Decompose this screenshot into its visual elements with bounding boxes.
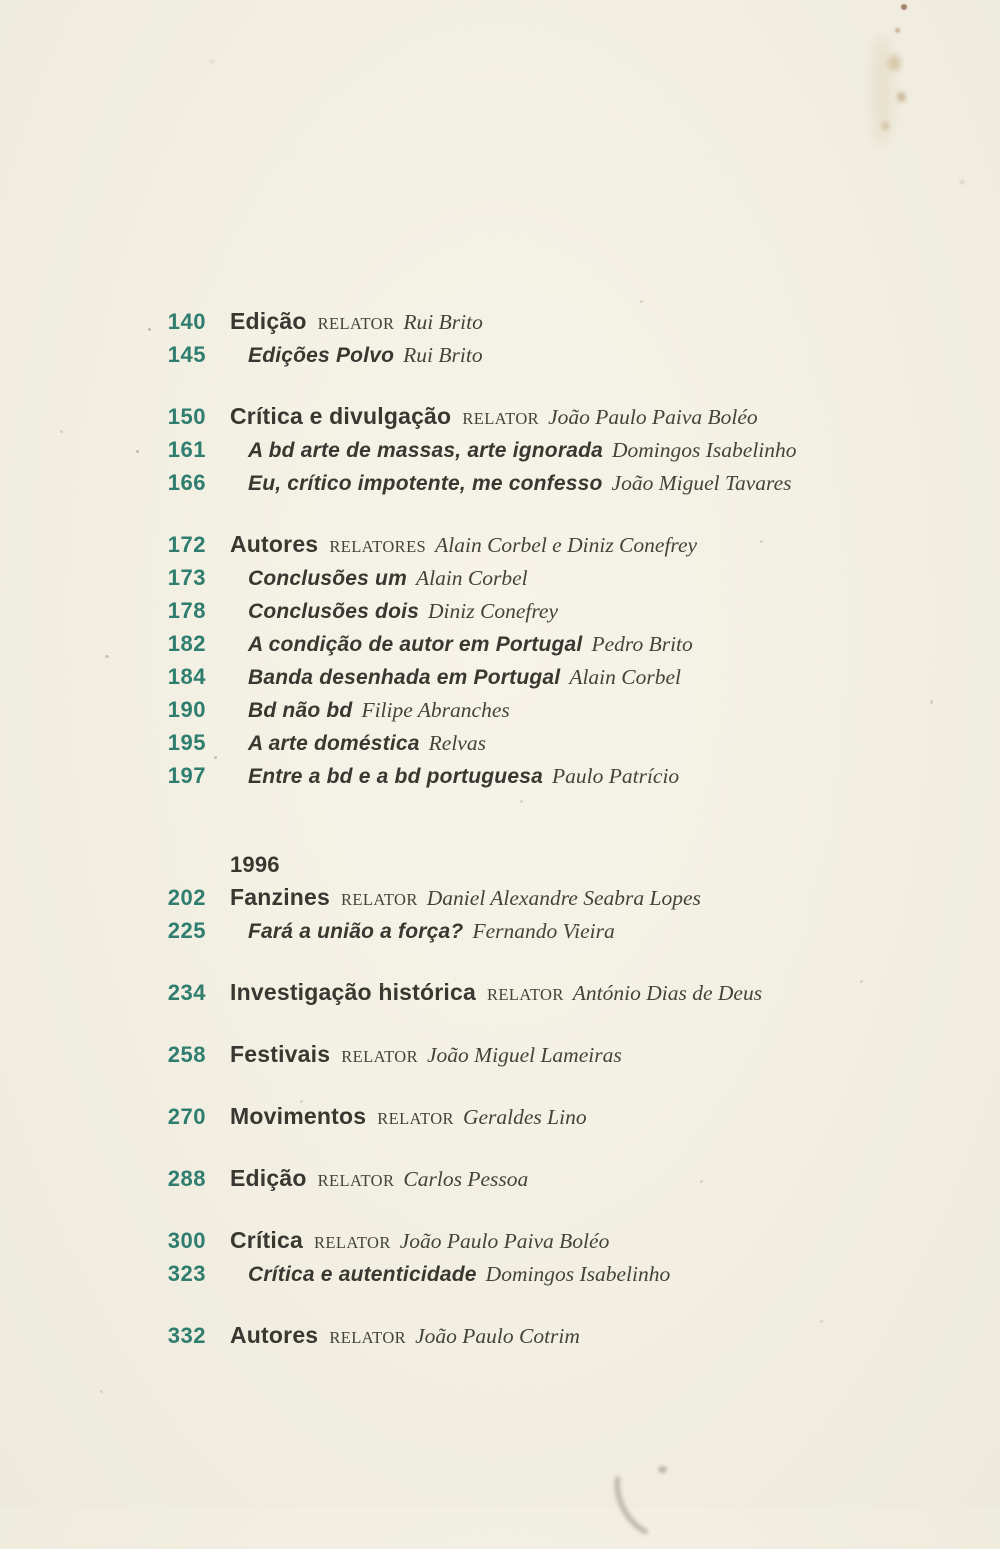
paper-speck (895, 28, 900, 33)
relator-label: RELATOR (341, 890, 418, 909)
entry-author-name: Alain Corbel (415, 566, 528, 590)
paper-smudge (888, 55, 901, 71)
paper-speck (100, 1390, 103, 1393)
relator-label: RELATOR (487, 985, 564, 1004)
relator-label: RELATOR (317, 1171, 395, 1190)
page-number: 195 (167, 730, 206, 755)
page-number: 288 (167, 1166, 206, 1191)
page-number: 150 (167, 404, 206, 429)
entry-title: Crítica e autenticidade (248, 1263, 477, 1286)
entry-title: A arte doméstica (248, 732, 420, 755)
toc-row (160, 338, 960, 371)
paper-speck (640, 300, 643, 303)
page-number: 166 (167, 470, 206, 495)
entry-title: Autores (230, 531, 319, 557)
page-number: 172 (167, 532, 206, 557)
toc-row (160, 1224, 960, 1257)
page-number: 270 (167, 1104, 206, 1129)
entry-title: Banda desenhada em Portugal (248, 666, 561, 689)
entry-author-name: Carlos Pessoa (403, 1167, 529, 1191)
toc-row (160, 1257, 960, 1290)
entry-author-name: António Dias de Deus (572, 981, 763, 1005)
entry-title: Entre a bd e a bd portuguesa (248, 765, 543, 788)
toc-row (160, 759, 960, 792)
entry-author-name: João Paulo Paiva Boléo (548, 405, 758, 429)
paper-speck (60, 430, 63, 433)
toc-row (160, 848, 960, 881)
page-number: 190 (167, 697, 206, 722)
entry-title: Fanzines (230, 884, 331, 910)
entry-title: Conclusões dois (248, 600, 420, 623)
entry-author-name: João Paulo Cotrim (415, 1324, 580, 1348)
entry-title: Crítica e divulgação (230, 403, 452, 429)
entry-author-name: Rui Brito (403, 310, 483, 334)
toc-row (160, 1319, 960, 1352)
entry-author-name: Relvas (428, 731, 486, 755)
relator-label: RELATOR (329, 1328, 407, 1347)
paper-speck (901, 4, 907, 10)
entry-author-name: Domingos Isabelinho (485, 1262, 671, 1286)
page-number: 182 (167, 631, 206, 656)
entry-title: Investigação histórica (230, 979, 476, 1005)
entry-title: Edição (230, 308, 307, 334)
entry-title: A condição de autor em Portugal (248, 633, 583, 656)
entry-author-name: Filipe Abranches (361, 698, 510, 722)
entry-title: Eu, crítico impotente, me confesso (248, 472, 603, 495)
paper-speck (105, 655, 109, 658)
toc-row (160, 914, 960, 947)
toc-row (160, 726, 960, 759)
entry-author-name: João Paulo Paiva Boléo (399, 1229, 610, 1253)
entry-title: Autores (230, 1322, 319, 1348)
toc-row (160, 976, 960, 1009)
page-number: 225 (167, 918, 206, 943)
page-number: 258 (167, 1042, 206, 1067)
paper-speck (148, 328, 151, 331)
entry-author-name: Rui Brito (403, 343, 483, 367)
relator-label: RELATOR (377, 1109, 454, 1128)
toc-row (160, 660, 960, 693)
entry-author-name: Fernando Vieira (472, 919, 615, 943)
entry-author-name: Diniz Conefrey (428, 599, 559, 623)
paper-speck (210, 60, 214, 63)
entry-title: 1996 (230, 852, 280, 877)
entry-title: Edição (230, 1165, 307, 1191)
paper-smudge (872, 36, 892, 146)
relator-label: RELATOR (462, 409, 540, 428)
page-number: 234 (167, 980, 206, 1005)
pencil-mark-dot (658, 1466, 667, 1473)
page-number: 173 (167, 565, 206, 590)
toc-row (160, 881, 960, 914)
entry-title: Festivais (230, 1041, 331, 1067)
toc-row (160, 305, 960, 338)
page-number: 197 (167, 763, 206, 788)
entry-author-name: Paulo Patrício (551, 764, 680, 788)
entry-author-name: João Miguel Lameiras (427, 1043, 622, 1067)
toc-row (160, 528, 960, 561)
relator-label: RELATOR (341, 1047, 419, 1066)
toc-row (160, 466, 960, 499)
page-number: 145 (167, 342, 206, 367)
entry-author-name: João Miguel Tavares (611, 471, 792, 495)
toc-row (160, 1100, 960, 1133)
paper-smudge (882, 122, 889, 130)
toc-row (160, 400, 960, 433)
entry-title: Bd não bd (248, 699, 353, 722)
entry-title: Fará a união a força? (248, 920, 464, 943)
page-number: 178 (167, 598, 206, 623)
entry-title: A bd arte de massas, arte ignorada (248, 439, 603, 462)
entry-author-name: Pedro Brito (591, 632, 693, 656)
entry-title: Movimentos (230, 1103, 367, 1129)
page-number: 323 (167, 1261, 206, 1286)
pencil-mark (601, 1443, 697, 1549)
entry-title: Crítica (230, 1227, 303, 1253)
page-number: 161 (167, 437, 206, 462)
toc-row (160, 433, 960, 466)
relator-label: RELATORES (329, 537, 427, 556)
paper-speck (960, 180, 964, 184)
entry-title: Conclusões um (248, 567, 407, 590)
relator-label: RELATOR (317, 314, 395, 333)
page-number: 202 (167, 885, 206, 910)
toc-row (160, 627, 960, 660)
toc-row (160, 594, 960, 627)
entry-author-name: Geraldes Lino (462, 1105, 587, 1129)
paper-speck (136, 450, 139, 453)
toc-row (160, 1162, 960, 1195)
toc-row (160, 1038, 960, 1071)
page-number: 332 (167, 1323, 206, 1348)
entry-author-name: Alain Corbel e Diniz Conefrey (435, 533, 698, 557)
entry-author-name: Domingos Isabelinho (611, 438, 797, 462)
paper-smudge (897, 92, 906, 102)
toc-row (160, 693, 960, 726)
toc-row (160, 561, 960, 594)
page-number: 140 (167, 309, 206, 334)
entry-author-name: Daniel Alexandre Seabra Lopes (426, 886, 701, 910)
entry-author-name: Alain Corbel (569, 665, 681, 689)
entry-title: Edições Polvo (248, 344, 395, 367)
relator-label: RELATOR (313, 1233, 391, 1252)
table-of-contents (160, 305, 960, 1352)
page-number: 300 (167, 1228, 206, 1253)
page-number: 184 (167, 664, 206, 689)
